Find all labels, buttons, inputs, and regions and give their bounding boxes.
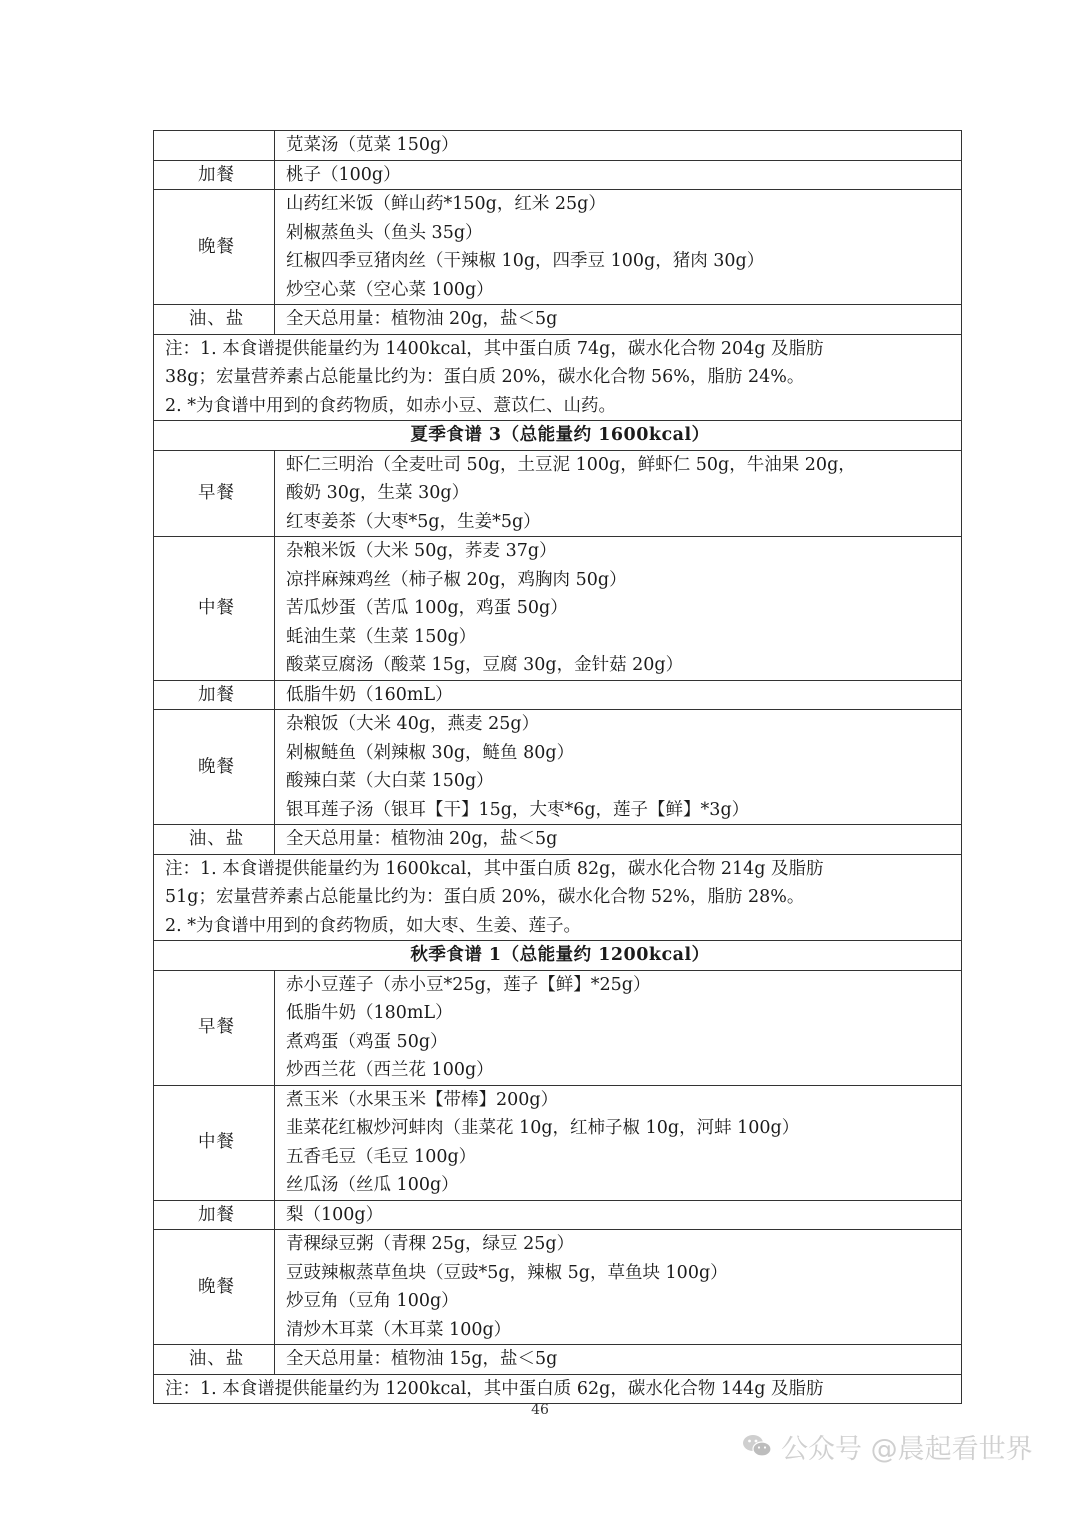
dish-cell — [275, 680, 962, 710]
dish-cell — [275, 970, 962, 1085]
dish-item: 桃子（100g） — [286, 164, 401, 185]
meal-label: 早餐 — [154, 450, 275, 537]
dish-item: 豆豉辣椒蒸草鱼块（豆豉*5g，辣椒 5g，草鱼块 100g） — [286, 1262, 728, 1283]
dish-item: 剁椒鲢鱼（剁辣椒 30g，鲢鱼 80g） — [286, 742, 575, 763]
meal-label: 油、盐 — [154, 1345, 275, 1375]
dish-item: 全天总用量：植物油 20g，盐＜5g — [286, 829, 558, 849]
dish-item: 全天总用量：植物油 20g，盐＜5g — [286, 309, 558, 329]
dish-item: 清炒木耳菜（木耳菜 100g） — [286, 1319, 512, 1340]
dish-cell — [275, 710, 962, 825]
table-row — [154, 1374, 962, 1404]
dish-item: 红枣姜茶（大枣*5g，生姜*5g） — [286, 511, 541, 532]
page-number: 46 — [531, 1402, 549, 1418]
dish-item: 剁椒蒸鱼头（鱼头 35g） — [286, 222, 483, 243]
dish-item: 银耳莲子汤（银耳【干】15g，大枣*6g，莲子【鲜】*3g） — [286, 799, 750, 820]
note-line: 2. *为食谱中用到的食药物质，如赤小豆、薏苡仁、山药。 — [165, 395, 617, 416]
table-row — [154, 941, 962, 971]
dish-item: 全天总用量：植物油 15g，盐＜5g — [286, 1349, 558, 1369]
note-line: 注：1. 本食谱提供能量约为 1200kcal，其中蛋白质 62g，碳水化合物 144g 及脂肪 — [165, 1378, 824, 1399]
table-row — [154, 1200, 962, 1230]
dish-item: 炒空心菜（空心菜 100g） — [286, 279, 494, 300]
table-row — [154, 680, 962, 710]
note-line: 注：1. 本食谱提供能量约为 1400kcal，其中蛋白质 74g，碳水化合物 204g 及脂肪 — [165, 338, 824, 359]
note-line: 注：1. 本食谱提供能量约为 1600kcal，其中蛋白质 82g，碳水化合物 214g 及脂肪 — [165, 858, 824, 879]
dish-item: 山药红米饭（鲜山药*150g，红米 25g） — [286, 194, 606, 214]
section-title: 秋季食谱 1（总能量约 1200kcal） — [154, 941, 962, 971]
dish-cell — [275, 537, 962, 681]
table-row — [154, 825, 962, 855]
table-row — [154, 305, 962, 335]
dish-item: 苦瓜炒蛋（苦瓜 100g，鸡蛋 50g） — [286, 598, 568, 618]
table-row — [154, 160, 962, 190]
dish-item: 蚝油生菜（生菜 150g） — [286, 626, 477, 647]
meal-label — [154, 131, 275, 161]
table-row — [154, 710, 962, 825]
dish-item: 杂粮米饭（大米 50g，荞麦 37g） — [286, 541, 557, 561]
watermark-text: 公众号 @晨起看世界 — [781, 1433, 1033, 1465]
recipe-table — [153, 130, 962, 1404]
dish-cell — [275, 305, 962, 335]
dish-item: 韭菜花红椒炒河蚌肉（韭菜花 10g，红柿子椒 10g，河蚌 100g） — [286, 1118, 800, 1138]
dish-item: 酸辣白菜（大白菜 150g） — [286, 771, 494, 791]
table-row — [154, 1230, 962, 1345]
section-title: 夏季食谱 3（总能量约 1600kcal） — [154, 421, 962, 451]
note-cell — [154, 854, 962, 941]
meal-label: 油、盐 — [154, 305, 275, 335]
note-line: 2. *为食谱中用到的食药物质，如大枣、生姜、莲子。 — [165, 915, 582, 936]
meal-label: 加餐 — [154, 680, 275, 710]
table-row — [154, 131, 962, 161]
dish-item: 凉拌麻辣鸡丝（柿子椒 20g，鸡胸肉 50g） — [286, 569, 627, 590]
dish-cell — [275, 160, 962, 190]
dish-cell — [275, 825, 962, 855]
note-line: 38g；宏量营养素占总能量比约为：蛋白质 20%，碳水化合物 56%，脂肪 24%。 — [165, 367, 805, 387]
dish-item: 青稞绿豆粥（青稞 25g，绿豆 25g） — [286, 1234, 575, 1254]
dish-item: 煮鸡蛋（鸡蛋 50g） — [286, 1031, 448, 1052]
watermark — [742, 1428, 1033, 1464]
meal-label: 中餐 — [154, 1085, 275, 1200]
dish-item: 炒西兰花（西兰花 100g） — [286, 1060, 494, 1080]
meal-label: 晚餐 — [154, 1230, 275, 1345]
table-row — [154, 421, 962, 451]
dish-item: 炒豆角（豆角 100g） — [286, 1291, 459, 1311]
dish-item: 酸菜豆腐汤（酸菜 15g，豆腐 30g，金针菇 20g） — [286, 655, 684, 675]
dish-item: 丝瓜汤（丝瓜 100g） — [286, 1175, 459, 1195]
meal-label: 加餐 — [154, 160, 275, 190]
note-cell — [154, 1374, 962, 1404]
meal-label: 晚餐 — [154, 710, 275, 825]
dish-item: 赤小豆莲子（赤小豆*25g，莲子【鲜】*25g） — [286, 974, 651, 995]
meal-label: 油、盐 — [154, 825, 275, 855]
table-row — [154, 190, 962, 305]
table-row — [154, 334, 962, 421]
dish-cell — [275, 131, 962, 161]
dish-cell — [275, 1230, 962, 1345]
table-row — [154, 854, 962, 941]
table-row — [154, 537, 962, 681]
dish-item: 杂粮饭（大米 40g，燕麦 25g） — [286, 714, 540, 734]
table-row — [154, 970, 962, 1085]
meal-label: 中餐 — [154, 537, 275, 681]
meal-label: 早餐 — [154, 970, 275, 1085]
dish-item: 煮玉米（水果玉米【带棒】200g） — [286, 1089, 559, 1110]
dish-item: 梨（100g） — [286, 1204, 384, 1225]
dish-item: 酸奶 30g，生菜 30g） — [286, 483, 470, 503]
dish-cell — [275, 1085, 962, 1200]
table-row — [154, 450, 962, 537]
dish-item: 红椒四季豆猪肉丝（干辣椒 10g，四季豆 100g，猪肉 30g） — [286, 251, 765, 271]
dish-item: 虾仁三明治（全麦吐司 50g，土豆泥 100g，鲜虾仁 50g，牛油果 20g， — [286, 454, 856, 475]
table-row — [154, 1345, 962, 1375]
dish-item: 五香毛豆（毛豆 100g） — [286, 1146, 477, 1167]
table-row — [154, 1085, 962, 1200]
dish-cell — [275, 190, 962, 305]
dish-cell — [275, 1345, 962, 1375]
meal-label: 晚餐 — [154, 190, 275, 305]
dish-item: 低脂牛奶（160mL） — [286, 684, 453, 705]
dish-cell — [275, 1200, 962, 1230]
wechat-icon — [742, 1433, 772, 1459]
note-line: 51g；宏量营养素占总能量比约为：蛋白质 20%，碳水化合物 52%，脂肪 28%。 — [165, 887, 805, 907]
meal-label: 加餐 — [154, 1200, 275, 1230]
dish-cell — [275, 450, 962, 537]
dish-item: 低脂牛奶（180mL） — [286, 1003, 453, 1023]
dish-item: 苋菜汤（苋菜 150g） — [286, 135, 459, 155]
note-cell — [154, 334, 962, 421]
